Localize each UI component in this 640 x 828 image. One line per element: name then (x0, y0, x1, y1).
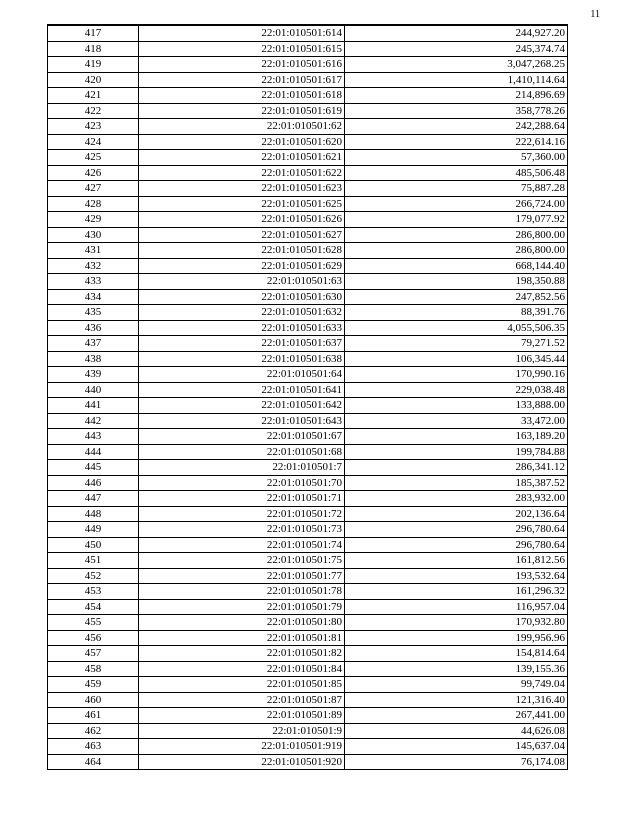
cadastral-number-cell: 22:01:010501:68 (139, 444, 345, 460)
row-number-cell: 433 (48, 274, 139, 290)
row-number-cell: 446 (48, 475, 139, 491)
cadastral-number-cell: 22:01:010501:615 (139, 41, 345, 57)
cadastral-value-cell: 99,749.04 (345, 677, 568, 693)
table-row (48, 491, 568, 507)
cadastral-value-cell: 161,296.32 (345, 584, 568, 600)
cadastral-number-cell: 22:01:010501:81 (139, 630, 345, 646)
table-row (48, 692, 568, 708)
row-number-cell: 448 (48, 506, 139, 522)
table-row (48, 103, 568, 119)
table-row (48, 553, 568, 569)
table-row (48, 506, 568, 522)
row-number-cell: 419 (48, 57, 139, 73)
cadastral-number-cell: 22:01:010501:616 (139, 57, 345, 73)
row-number-cell: 435 (48, 305, 139, 321)
table-row (48, 119, 568, 135)
row-number-cell: 424 (48, 134, 139, 150)
row-number-cell: 463 (48, 739, 139, 755)
table-row (48, 754, 568, 770)
row-number-cell: 461 (48, 708, 139, 724)
table-row (48, 739, 568, 755)
cadastral-value-cell: 222,614.16 (345, 134, 568, 150)
row-number-cell: 450 (48, 537, 139, 553)
cadastral-number-cell: 22:01:010501:64 (139, 367, 345, 383)
cadastral-number-cell: 22:01:010501:628 (139, 243, 345, 259)
row-number-cell: 445 (48, 460, 139, 476)
cadastral-number-cell: 22:01:010501:632 (139, 305, 345, 321)
cadastral-value-cell: 145,637.04 (345, 739, 568, 755)
cadastral-value-cell: 1,410,114.64 (345, 72, 568, 88)
cadastral-value-cell: 199,956.96 (345, 630, 568, 646)
row-number-cell: 438 (48, 351, 139, 367)
row-number-cell: 459 (48, 677, 139, 693)
cadastral-number-cell: 22:01:010501:72 (139, 506, 345, 522)
row-number-cell: 417 (48, 25, 139, 41)
row-number-cell: 425 (48, 150, 139, 166)
cadastral-value-cell: 106,345.44 (345, 351, 568, 367)
cadastral-value-cell: 199,784.88 (345, 444, 568, 460)
row-number-cell: 441 (48, 398, 139, 414)
row-number-cell: 426 (48, 165, 139, 181)
row-number-cell: 447 (48, 491, 139, 507)
table-row (48, 661, 568, 677)
cadastral-number-cell: 22:01:010501:71 (139, 491, 345, 507)
cadastral-value-cell: 4,055,506.35 (345, 320, 568, 336)
row-number-cell: 452 (48, 568, 139, 584)
table-row (48, 475, 568, 491)
row-number-cell: 428 (48, 196, 139, 212)
cadastral-number-cell: 22:01:010501:70 (139, 475, 345, 491)
cadastral-number-cell: 22:01:010501:622 (139, 165, 345, 181)
cadastral-number-cell: 22:01:010501:630 (139, 289, 345, 305)
cadastral-value-cell: 139,155.36 (345, 661, 568, 677)
table-row (48, 413, 568, 429)
cadastral-number-cell: 22:01:010501:614 (139, 25, 345, 41)
cadastral-number-cell: 22:01:010501:82 (139, 646, 345, 662)
table-row (48, 367, 568, 383)
row-number-cell: 437 (48, 336, 139, 352)
cadastral-value-cell: 286,800.00 (345, 243, 568, 259)
row-number-cell: 430 (48, 227, 139, 243)
cadastral-value-cell: 154,814.64 (345, 646, 568, 662)
row-number-cell: 442 (48, 413, 139, 429)
cadastral-value-cell: 286,800.00 (345, 227, 568, 243)
row-number-cell: 420 (48, 72, 139, 88)
cadastral-number-cell: 22:01:010501:642 (139, 398, 345, 414)
row-number-cell: 451 (48, 553, 139, 569)
cadastral-number-cell: 22:01:010501:641 (139, 382, 345, 398)
table-row (48, 165, 568, 181)
cadastral-value-cell: 3,047,268.25 (345, 57, 568, 73)
cadastral-value-cell: 170,932.80 (345, 615, 568, 631)
table-row (48, 227, 568, 243)
row-number-cell: 422 (48, 103, 139, 119)
row-number-cell: 455 (48, 615, 139, 631)
table-row (48, 134, 568, 150)
table-row (48, 522, 568, 538)
table-row (48, 460, 568, 476)
cadastral-number-cell: 22:01:010501:643 (139, 413, 345, 429)
page-number: 11 (590, 9, 600, 20)
table-row (48, 708, 568, 724)
row-number-cell: 443 (48, 429, 139, 445)
table-row (48, 568, 568, 584)
row-number-cell: 427 (48, 181, 139, 197)
cadastral-number-cell: 22:01:010501:9 (139, 723, 345, 739)
cadastral-number-cell: 22:01:010501:629 (139, 258, 345, 274)
table-row (48, 72, 568, 88)
cadastral-value-cell: 44,626.08 (345, 723, 568, 739)
cadastral-number-cell: 22:01:010501:74 (139, 537, 345, 553)
cadastral-value-cell: 170,990.16 (345, 367, 568, 383)
cadastral-number-cell: 22:01:010501:618 (139, 88, 345, 104)
table-row (48, 537, 568, 553)
row-number-cell: 429 (48, 212, 139, 228)
cadastral-number-cell: 22:01:010501:85 (139, 677, 345, 693)
table-row (48, 351, 568, 367)
table-row (48, 444, 568, 460)
cadastral-value-table (47, 24, 568, 770)
cadastral-number-cell: 22:01:010501:63 (139, 274, 345, 290)
cadastral-value-cell: 296,780.64 (345, 537, 568, 553)
cadastral-value-cell: 161,812.56 (345, 553, 568, 569)
cadastral-value-cell: 229,038.48 (345, 382, 568, 398)
cadastral-number-cell: 22:01:010501:75 (139, 553, 345, 569)
cadastral-number-cell: 22:01:010501:621 (139, 150, 345, 166)
cadastral-value-cell: 88,391.76 (345, 305, 568, 321)
table-row (48, 429, 568, 445)
row-number-cell: 462 (48, 723, 139, 739)
table-row (48, 25, 568, 41)
table-row (48, 723, 568, 739)
table-row (48, 196, 568, 212)
row-number-cell: 423 (48, 119, 139, 135)
row-number-cell: 439 (48, 367, 139, 383)
table-row (48, 258, 568, 274)
row-number-cell: 418 (48, 41, 139, 57)
cadastral-number-cell: 22:01:010501:627 (139, 227, 345, 243)
table-row (48, 212, 568, 228)
table-row (48, 150, 568, 166)
row-number-cell: 432 (48, 258, 139, 274)
cadastral-value-cell: 193,532.64 (345, 568, 568, 584)
cadastral-number-cell: 22:01:010501:619 (139, 103, 345, 119)
row-number-cell: 457 (48, 646, 139, 662)
table-row (48, 398, 568, 414)
cadastral-number-cell: 22:01:010501:633 (139, 320, 345, 336)
cadastral-value-cell: 33,472.00 (345, 413, 568, 429)
table-row (48, 274, 568, 290)
cadastral-value-cell: 202,136.64 (345, 506, 568, 522)
cadastral-number-cell: 22:01:010501:73 (139, 522, 345, 538)
cadastral-value-cell: 247,852.56 (345, 289, 568, 305)
row-number-cell: 454 (48, 599, 139, 615)
cadastral-value-cell: 75,887.28 (345, 181, 568, 197)
table-row (48, 41, 568, 57)
cadastral-number-cell: 22:01:010501:626 (139, 212, 345, 228)
table-row (48, 615, 568, 631)
cadastral-value-cell: 57,360.00 (345, 150, 568, 166)
cadastral-value-cell: 283,932.00 (345, 491, 568, 507)
cadastral-value-cell: 244,927.20 (345, 25, 568, 41)
cadastral-number-cell: 22:01:010501:637 (139, 336, 345, 352)
cadastral-value-cell: 296,780.64 (345, 522, 568, 538)
cadastral-number-cell: 22:01:010501:80 (139, 615, 345, 631)
cadastral-number-cell: 22:01:010501:67 (139, 429, 345, 445)
cadastral-number-cell: 22:01:010501:87 (139, 692, 345, 708)
cadastral-value-cell: 121,316.40 (345, 692, 568, 708)
table-row (48, 305, 568, 321)
row-number-cell: 460 (48, 692, 139, 708)
cadastral-number-cell: 22:01:010501:78 (139, 584, 345, 600)
table-row (48, 382, 568, 398)
table-row (48, 630, 568, 646)
table-row (48, 320, 568, 336)
table-row (48, 599, 568, 615)
cadastral-number-cell: 22:01:010501:84 (139, 661, 345, 677)
cadastral-value-cell: 79,271.52 (345, 336, 568, 352)
cadastral-value-cell: 358,778.26 (345, 103, 568, 119)
table-row (48, 584, 568, 600)
table-row (48, 289, 568, 305)
table-row (48, 646, 568, 662)
table-row (48, 677, 568, 693)
cadastral-number-cell: 22:01:010501:79 (139, 599, 345, 615)
cadastral-value-cell: 76,174.08 (345, 754, 568, 770)
cadastral-number-cell: 22:01:010501:62 (139, 119, 345, 135)
table-body (48, 25, 568, 770)
row-number-cell: 464 (48, 754, 139, 770)
table-row (48, 336, 568, 352)
cadastral-number-cell: 22:01:010501:89 (139, 708, 345, 724)
cadastral-value-cell: 133,888.00 (345, 398, 568, 414)
cadastral-value-cell: 286,341.12 (345, 460, 568, 476)
cadastral-number-cell: 22:01:010501:638 (139, 351, 345, 367)
row-number-cell: 431 (48, 243, 139, 259)
cadastral-number-cell: 22:01:010501:919 (139, 739, 345, 755)
cadastral-number-cell: 22:01:010501:625 (139, 196, 345, 212)
cadastral-number-cell: 22:01:010501:623 (139, 181, 345, 197)
table-row (48, 243, 568, 259)
row-number-cell: 436 (48, 320, 139, 336)
cadastral-value-cell: 267,441.00 (345, 708, 568, 724)
cadastral-value-cell: 185,387.52 (345, 475, 568, 491)
row-number-cell: 440 (48, 382, 139, 398)
cadastral-number-cell: 22:01:010501:77 (139, 568, 345, 584)
row-number-cell: 421 (48, 88, 139, 104)
table-row (48, 88, 568, 104)
row-number-cell: 444 (48, 444, 139, 460)
cadastral-number-cell: 22:01:010501:7 (139, 460, 345, 476)
cadastral-value-cell: 668,144.40 (345, 258, 568, 274)
row-number-cell: 456 (48, 630, 139, 646)
row-number-cell: 449 (48, 522, 139, 538)
row-number-cell: 453 (48, 584, 139, 600)
cadastral-number-cell: 22:01:010501:617 (139, 72, 345, 88)
row-number-cell: 458 (48, 661, 139, 677)
cadastral-value-cell: 198,350.88 (345, 274, 568, 290)
cadastral-value-cell: 242,288.64 (345, 119, 568, 135)
table-row (48, 181, 568, 197)
cadastral-value-cell: 116,957.04 (345, 599, 568, 615)
cadastral-value-cell: 163,189.20 (345, 429, 568, 445)
cadastral-number-cell: 22:01:010501:620 (139, 134, 345, 150)
cadastral-value-cell: 266,724.00 (345, 196, 568, 212)
cadastral-value-cell: 245,374.74 (345, 41, 568, 57)
cadastral-value-cell: 214,896.69 (345, 88, 568, 104)
table-row (48, 57, 568, 73)
cadastral-value-cell: 485,506.48 (345, 165, 568, 181)
cadastral-value-cell: 179,077.92 (345, 212, 568, 228)
row-number-cell: 434 (48, 289, 139, 305)
cadastral-number-cell: 22:01:010501:920 (139, 754, 345, 770)
